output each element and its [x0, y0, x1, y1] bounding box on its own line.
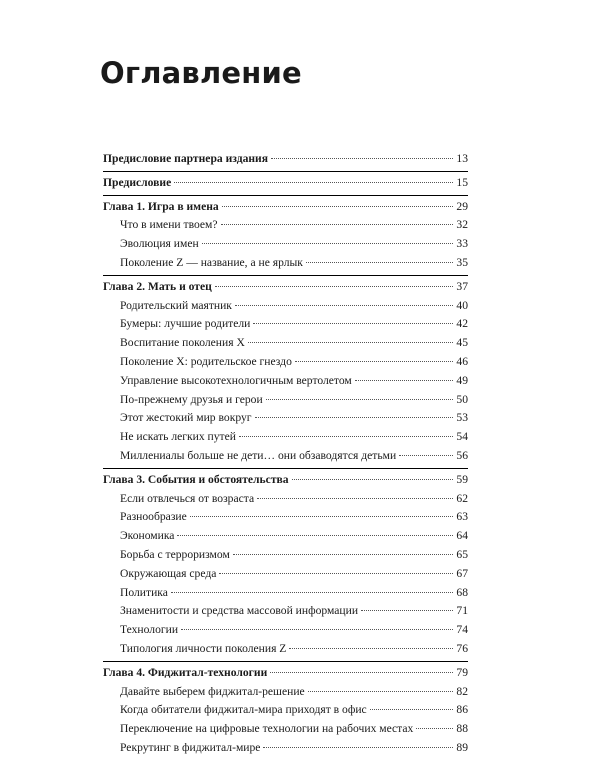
dot-leader: [289, 648, 453, 649]
section-divider: [103, 195, 468, 196]
section-divider: [103, 468, 468, 469]
toc-subsection-entry[interactable]: [103, 315, 468, 334]
toc-subsection-entry[interactable]: [103, 372, 468, 391]
toc-page-number: 62: [456, 491, 468, 505]
toc-entry-title: Когда обитатели фиджитал-мира приходят в офис: [120, 703, 367, 717]
toc-page-number: 74: [456, 623, 468, 637]
toc-page-number: 46: [456, 354, 468, 368]
toc-subsection-entry[interactable]: [103, 739, 468, 758]
dot-leader: [222, 206, 454, 207]
toc-entry-title: Предисловие партнера издания: [103, 152, 269, 165]
dot-leader: [255, 417, 454, 418]
toc-page-number: 79: [456, 665, 468, 679]
toc-page-number: 54: [456, 430, 468, 444]
toc-page-number: 76: [456, 641, 468, 655]
dot-leader: [266, 399, 454, 400]
toc-subsection-entry[interactable]: [103, 428, 468, 447]
toc-subsection-entry[interactable]: [103, 720, 468, 739]
dot-leader: [239, 436, 453, 437]
table-of-contents: [103, 150, 468, 758]
toc-page-number: 59: [456, 472, 468, 486]
toc-subsection-entry[interactable]: [103, 621, 468, 640]
dot-leader: [308, 691, 454, 692]
toc-subsection-entry[interactable]: [103, 701, 468, 720]
toc-entry-title: Переключение на цифровые технологии на рабочих местах: [120, 722, 414, 736]
dot-leader: [361, 610, 453, 611]
dot-leader: [416, 728, 453, 729]
toc-chapter-entry[interactable]: [103, 150, 468, 169]
page-title: Оглавление: [100, 56, 302, 90]
toc-page-number: 65: [456, 547, 468, 561]
toc-page-number: 50: [456, 392, 468, 406]
toc-chapter-entry[interactable]: [103, 174, 468, 193]
toc-entry-title: Если отвлечься от возраста: [120, 491, 255, 505]
dot-leader: [253, 323, 453, 324]
toc-entry-title: Типология личности поколения Z: [120, 641, 287, 655]
toc-subsection-entry[interactable]: [103, 409, 468, 428]
toc-entry-title: Разнообразие: [120, 510, 187, 524]
dot-leader: [233, 554, 454, 555]
toc-page-number: 29: [456, 199, 468, 213]
toc-page-number: 71: [456, 604, 468, 618]
toc-subsection-entry[interactable]: [103, 527, 468, 546]
toc-page-number: 63: [456, 510, 468, 524]
toc-entry-title: Миллениалы больше не дети… они обзаводятся детьми: [120, 448, 397, 462]
toc-subsection-entry[interactable]: [103, 447, 468, 466]
toc-subsection-entry[interactable]: [103, 508, 468, 527]
toc-entry-title: Поколение Z — название, а не ярлык: [120, 255, 303, 269]
dot-leader: [215, 286, 454, 287]
toc-entry-title: Борьба с терроризмом: [120, 547, 230, 561]
toc-subsection-entry[interactable]: [103, 490, 468, 509]
toc-entry-title: Давайте выберем фиджитал-решение: [120, 684, 305, 698]
toc-entry-title: Предисловие: [103, 175, 172, 189]
toc-entry-title: Эволюция имен: [120, 237, 199, 251]
toc-subsection-entry[interactable]: [103, 297, 468, 316]
toc-entry-title: По-прежнему друзья и герои: [120, 392, 263, 406]
toc-subsection-entry[interactable]: [103, 391, 468, 410]
section-divider: [103, 171, 468, 172]
dot-leader: [235, 305, 453, 306]
toc-chapter-entry[interactable]: [103, 664, 468, 683]
dot-leader: [306, 262, 453, 263]
toc-page-number: 45: [456, 336, 468, 350]
dot-leader: [202, 243, 454, 244]
dot-leader: [248, 342, 454, 343]
toc-subsection-entry[interactable]: [103, 640, 468, 659]
dot-leader: [257, 498, 453, 499]
toc-subsection-entry[interactable]: [103, 602, 468, 621]
toc-page-number: 33: [456, 237, 468, 251]
section-divider: [103, 661, 468, 662]
toc-page-number: 88: [456, 722, 468, 736]
dot-leader: [190, 516, 454, 517]
toc-entry-title: Поколение X: родительское гнездо: [120, 354, 292, 368]
dot-leader: [177, 535, 453, 536]
toc-page-number: 13: [456, 152, 468, 165]
toc-entry-title: Глава 1. Игра в имена: [103, 199, 219, 213]
toc-page-number: 37: [456, 279, 468, 293]
toc-entry-title: Рекрутинг в фиджитал-мире: [120, 740, 261, 754]
toc-page-number: 40: [456, 298, 468, 312]
dot-leader: [174, 182, 453, 183]
toc-subsection-entry[interactable]: [103, 546, 468, 565]
toc-page-number: 68: [456, 585, 468, 599]
dot-leader: [270, 672, 453, 673]
toc-entry-title: Управление высокотехнологичным вертолетом: [120, 373, 352, 387]
toc-chapter-entry[interactable]: [103, 471, 468, 490]
toc-subsection-entry[interactable]: [103, 353, 468, 372]
toc-chapter-entry[interactable]: [103, 198, 468, 217]
toc-entry-title: Родительский маятник: [120, 298, 232, 312]
toc-entry-title: Бумеры: лучшие родители: [120, 317, 251, 331]
dot-leader: [181, 629, 453, 630]
toc-entry-title: Глава 4. Фиджитал-технологии: [103, 665, 268, 679]
toc-subsection-entry[interactable]: [103, 584, 468, 603]
dot-leader: [171, 592, 454, 593]
toc-subsection-entry[interactable]: [103, 565, 468, 584]
toc-page-number: 89: [456, 740, 468, 754]
toc-page-number: 49: [456, 373, 468, 387]
section-divider: [103, 275, 468, 276]
dot-leader: [355, 380, 454, 381]
toc-page-number: 56: [456, 448, 468, 462]
dot-leader: [221, 224, 454, 225]
toc-subsection-entry[interactable]: [103, 334, 468, 353]
toc-entry-title: Этот жестокий мир вокруг: [120, 411, 252, 425]
toc-subsection-entry[interactable]: [103, 683, 468, 702]
toc-entry-title: Политика: [120, 585, 168, 599]
toc-entry-title: Экономика: [120, 529, 175, 543]
toc-page-number: 35: [456, 255, 468, 269]
dot-leader: [370, 709, 454, 710]
toc-page-number: 67: [456, 566, 468, 580]
toc-page-number: 53: [456, 411, 468, 425]
dot-leader: [295, 361, 454, 362]
toc-page-number: 64: [456, 529, 468, 543]
toc-entry-title: Технологии: [120, 623, 179, 637]
toc-page-number: 42: [456, 317, 468, 331]
toc-entry-title: Глава 2. Мать и отец: [103, 279, 212, 293]
toc-entry-title: Что в имени твоем?: [120, 218, 218, 232]
toc-page-number: 32: [456, 218, 468, 232]
toc-entry-title: Знаменитости и средства массовой информации: [120, 604, 359, 618]
toc-entry-title: Не искать легких путей: [120, 430, 236, 444]
toc-page-number: 86: [456, 703, 468, 717]
toc-subsection-entry[interactable]: [103, 216, 468, 235]
toc-subsection-entry[interactable]: [103, 235, 468, 254]
toc-chapter-entry[interactable]: [103, 278, 468, 297]
toc-page-number: 82: [456, 684, 468, 698]
dot-leader: [219, 573, 453, 574]
dot-leader: [399, 455, 453, 456]
toc-entry-title: Глава 3. События и обстоятельства: [103, 472, 289, 486]
toc-subsection-entry[interactable]: [103, 254, 468, 273]
dot-leader: [271, 158, 453, 159]
toc-page-number: 15: [456, 175, 468, 189]
toc-entry-title: Воспитание поколения X: [120, 336, 245, 350]
toc-entry-title: Окружающая среда: [120, 566, 217, 580]
dot-leader: [292, 479, 454, 480]
dot-leader: [263, 747, 453, 748]
